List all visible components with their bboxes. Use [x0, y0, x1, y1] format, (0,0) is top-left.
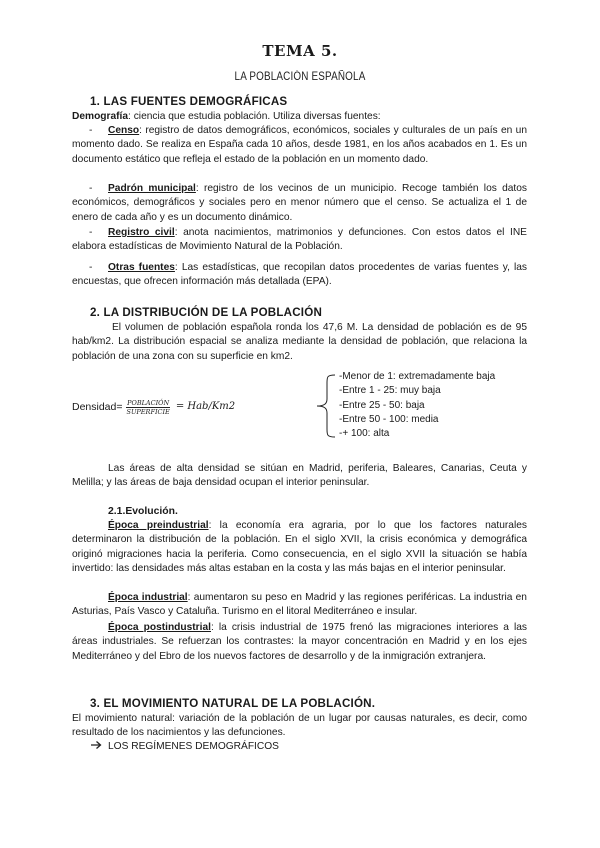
section-2-heading: 2. LA DISTRIBUCIÓN DE LA POBLACIÓN — [90, 306, 323, 319]
source-item-text — [72, 261, 527, 290]
epoch-text: : la economía era agraria, por lo que los factores naturales determinaron la distribución de la población. En el siglo XVII, la crisis económica y demográfica originó migraciones hacia la periferia. Como consecuencia, en el siglo XVII la situación se había invertido: las densidades más altas estaban en la costa y las más bajas en el interior peninsular. — [72, 520, 527, 574]
epoch-text: : aumentaron su peso en Madrid y las regiones periféricas. La industria en Asturias, País Vasco y Cataluña. Turismo en el litoral Mediterráneo e insular. — [72, 592, 527, 618]
formula-denominator: SUPERFICIE — [126, 408, 170, 416]
epoch-term: Época industrial — [108, 592, 188, 603]
epoch-postindustrial — [72, 621, 527, 664]
formula-result: = Hab/Km2 — [175, 401, 236, 413]
epoch-text: : la crisis industrial de 1975 frenó las migraciones interiores a las áreas industriales. Se refuerzan los contrastes: la mayor concentración en Madrid y en los ejes Mediterráneo y del Ebro de los nuevos factores de desarrollo y de la inmigración extranjera. — [72, 622, 527, 662]
source-item-censo — [72, 124, 527, 167]
source-description: : Las estadísticas, que recopilan datos procedentes de varias fuentes y, las encuestas, que ofrecen información más detallada (EPA). — [72, 262, 528, 288]
source-item-text — [72, 226, 527, 255]
formula-numerator: POBLACIÓN — [127, 399, 170, 407]
source-term: Censo — [108, 125, 140, 136]
density-formula — [72, 399, 235, 416]
density-areas-paragraph: Las áreas de alta densidad se sitúan en Madrid, periferia, Baleares, Canarias, Ceuta y Melilla; y las áreas de baja densidad ocupan el interior peninsular. — [72, 463, 527, 489]
epoch-term: Época preindustrial — [108, 520, 209, 531]
source-term: Registro civil — [108, 227, 175, 238]
source-item-otras — [72, 261, 527, 290]
demografia-paragraph — [72, 110, 527, 124]
density-range: -Entre 50 - 100: media — [339, 413, 439, 425]
bullet-dash: - — [89, 227, 93, 238]
density-range: -Entre 25 - 50: baja — [339, 399, 425, 411]
section-1-heading: 1. LAS FUENTES DEMOGRÁFICAS — [90, 95, 288, 108]
source-term: Padrón municipal — [108, 183, 196, 194]
regimes-item-label: LOS REGÍMENES DEMOGRÁFICOS — [108, 741, 279, 752]
epoch-industrial — [72, 591, 527, 620]
arrow-right-icon — [90, 740, 102, 750]
demografia-text: : ciencia que estudia población. Utiliza diversas fuentes: — [128, 111, 381, 122]
source-term: Otras fuentes — [108, 262, 175, 273]
population-intro: El volumen de población española ronda los 47,6 M. La densidad de población es de 95 hab/km2. La distribución espacial se analiza mediante la densidad de población, que relaciona la población de una zona con su superficie en km2. — [72, 322, 527, 362]
density-ranges — [339, 370, 495, 441]
bullet-dash: - — [89, 262, 93, 273]
curly-brace-icon — [315, 373, 337, 439]
formula-label: Densidad= — [72, 401, 123, 414]
source-item-padron — [72, 182, 527, 225]
regimes-item — [90, 740, 279, 754]
epoch-preindustrial — [72, 519, 527, 576]
source-description: : anota nacimientos, matrimonios y defunciones. Con estos datos el INE elabora estadísticas de Movimiento Natural de la Población. — [72, 227, 527, 253]
page-title: TEMA 5. — [262, 42, 338, 60]
bullet-dash: - — [89, 183, 93, 194]
section-3-heading: 3. EL MOVIMIENTO NATURAL DE LA POBLACIÓN. — [90, 697, 376, 710]
formula-fraction — [126, 399, 171, 416]
source-description: : registro de los vecinos de un municipio. Recoge también los datos económicos, demográficos y sociales pero en menor número que el censo. Se actualiza el 1 de enero de cada año y es un documento dinámico. — [72, 183, 527, 223]
page-subtitle: LA POBLACIÓN ESPAÑOLA — [234, 71, 366, 83]
density-range: -+ 100: alta — [339, 428, 390, 440]
epoch-term: Época postindustrial — [108, 622, 211, 633]
source-item-text — [72, 182, 527, 225]
density-range: -Entre 1 - 25: muy baja — [339, 385, 441, 397]
bullet-dash: - — [89, 125, 93, 136]
density-range: -Menor de 1: extremadamente baja — [339, 371, 496, 382]
source-description: : registro de datos demográficos, económicos, sociales y culturales de un país en un momento dado. Se realiza en España cada 10 años, desde 1981, en los años acabados en 1. Es un documento estático que refleja el estado de la población en un momento dado. — [72, 125, 527, 165]
movement-definition: El movimiento natural: variación de la población de un lugar por causas naturales, es decir, como resultado de los nacimientos y las defunciones. — [72, 713, 527, 739]
evolution-heading: 2.1.Evolución. — [108, 506, 178, 517]
source-item-text — [72, 124, 527, 167]
demografia-term: Demografía — [72, 111, 129, 122]
source-item-registro — [72, 226, 527, 255]
